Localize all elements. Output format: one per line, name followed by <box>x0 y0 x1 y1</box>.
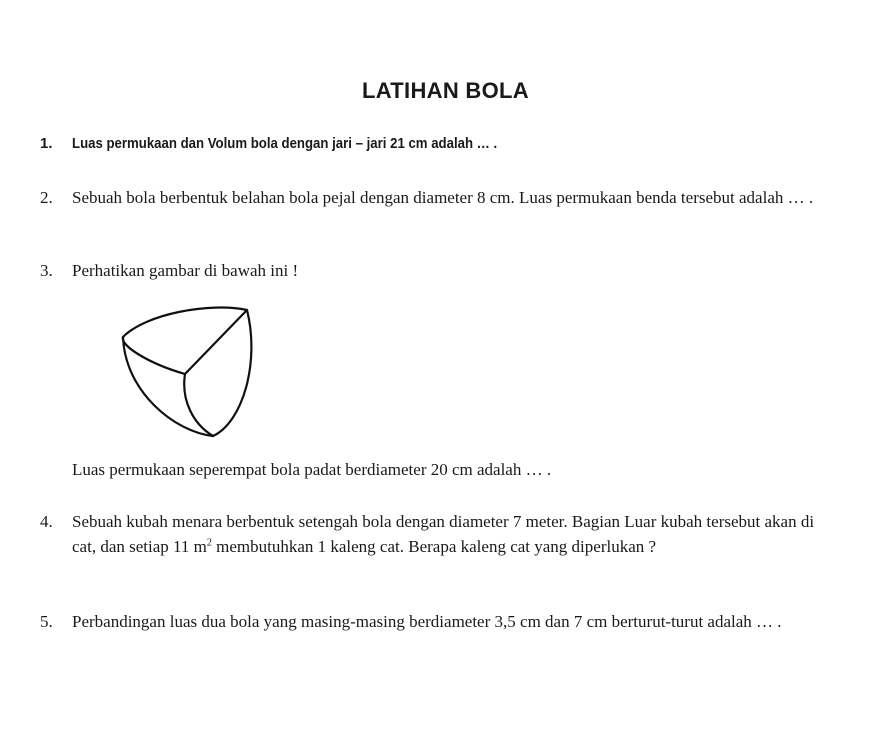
page-title: LATIHAN BOLA <box>362 78 529 103</box>
question-3-number: 3. <box>40 261 53 280</box>
question-5-number: 5. <box>40 612 53 631</box>
question-3-caption: Luas permukaan seperempat bola padat berdiameter 20 cm adalah … . <box>72 460 552 479</box>
question-5 <box>40 609 840 634</box>
question-1-number: 1. <box>40 135 53 152</box>
question-3 <box>40 258 840 283</box>
question-1-text: Luas permukaan dan Volum bola dengan jari – jari 21 cm adalah … . <box>72 135 498 152</box>
question-4-text-after: membutuhkan 1 kaleng cat. Berapa kaleng cat yang diperlukan ? <box>211 537 657 556</box>
question-2-text: Sebuah bola berbentuk belahan bola pejal dengan diameter 8 cm. Luas permukaan benda tersebut adalah … . <box>72 188 814 207</box>
question-4-number: 4. <box>40 512 53 531</box>
question-2 <box>40 185 840 210</box>
question-4 <box>40 509 840 559</box>
quarter-sphere-icon <box>115 302 255 447</box>
question-3-text: Perhatikan gambar di bawah ini ! <box>72 261 299 280</box>
question-5-text: Perbandingan luas dua bola yang masing-masing berdiameter 3,5 cm dan 7 cm berturut-turut adalah … . <box>72 612 782 631</box>
question-4-text-before: Sebuah kubah menara berbentuk setengah bola dengan diameter 7 meter. Bagian Luar kubah tersebut akan di cat, dan setiap 11 m <box>72 512 815 556</box>
question-1 <box>40 131 840 156</box>
squared-superscript: 2 <box>206 537 212 549</box>
question-2-number: 2. <box>40 188 53 207</box>
question-4-text <box>72 509 840 559</box>
